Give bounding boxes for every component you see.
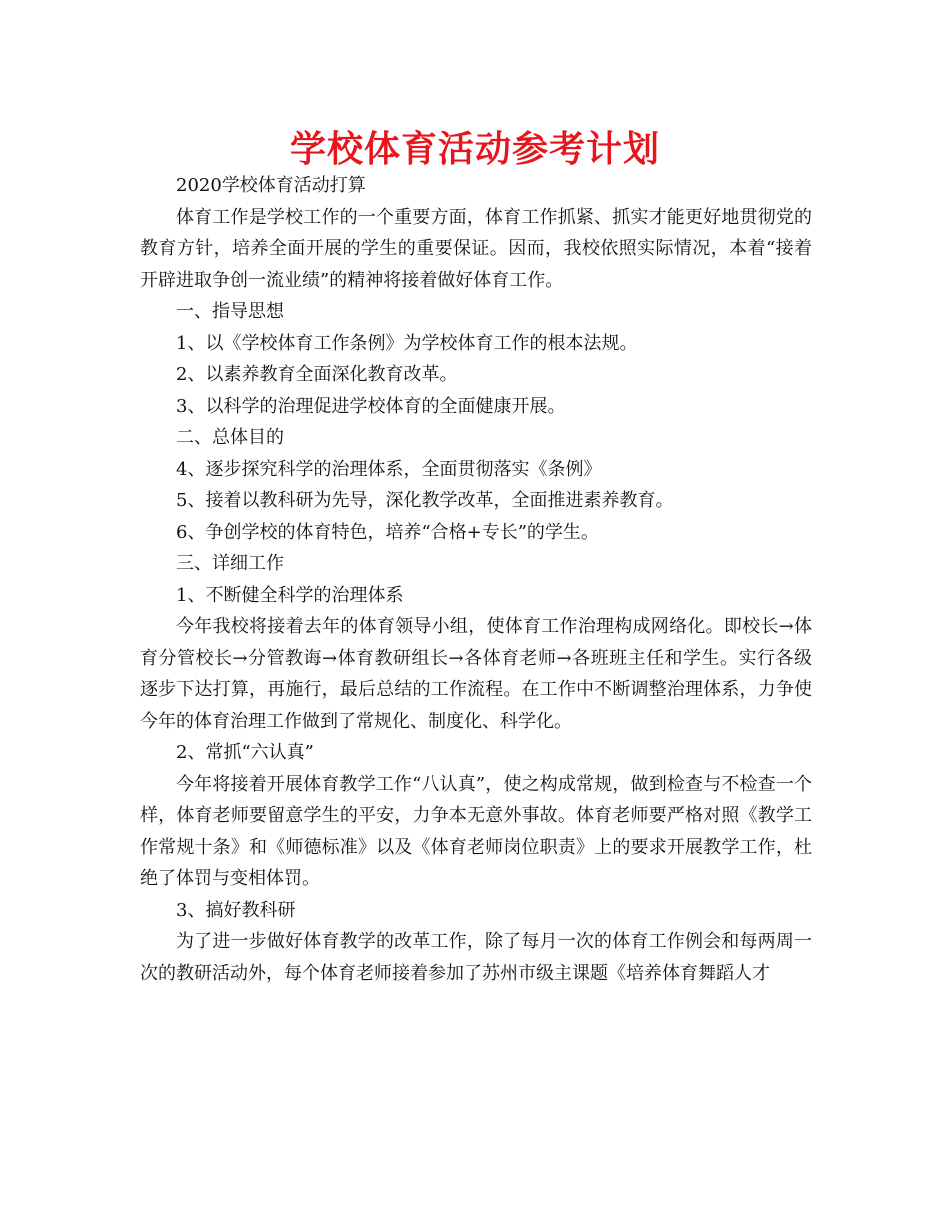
section-heading: 一、指导思想: [176, 301, 284, 322]
paragraph: 2020学校体育活动打算: [176, 175, 366, 196]
subsection-heading: 1、不断健全科学的治理体系: [176, 584, 404, 606]
list-item: 6、争创学校的体育特色，培养“合格+专长”的学生。: [176, 521, 599, 543]
section-heading: 二、总体目的: [176, 427, 284, 448]
paragraph: 今年将接着开展体育教学工作“八认真”，使之构成常规，做到检查与不检查一个样，体育老师要留意学生的平安，力争本无意外事故。体育老师要严格对照《教学工作常规十条》和《师德标准》以及《体育老师岗位职责》上的要求开展教学工作，杜绝了体罚与变相体罚。: [140, 773, 812, 889]
list-item: 2、以素养教育全面深化教育改革。: [176, 364, 458, 385]
paragraph: 体育工作是学校工作的一个重要方面，体育工作抓紧、抓实才能更好地贯彻党的教育方针，培养全面开展的学生的重要保证。因而，我校依照实际情况，本着“接着开辟进取争创一流业绩”的精神将接着做好体育工作。: [140, 206, 812, 291]
subsection-heading: 3、搞好教科研: [176, 899, 296, 921]
list-item: 5、接着以教科研为先导，深化教学改革，全面推进素养教育。: [176, 490, 674, 511]
list-item: 3、以科学的治理促进学校体育的全面健康开展。: [176, 395, 566, 417]
document-title: 学校体育活动参考计划: [289, 129, 660, 170]
paragraph: 今年我校将接着去年的体育领导小组，使体育工作治理构成网络化。即校长→体育分管校长→分管教诲→体育教研组长→各体育老师→各班班主任和学生。实行各级逐步下达打算，再施行，最后总结的工作流程。在工作中不断调整治理体系，力争使今年的体育治理工作做到了常规化、制度化、科学化。: [140, 616, 812, 732]
section-heading: 三、详细工作: [176, 553, 284, 574]
list-item: 4、逐步探究科学的治理体系，全面贯彻落实《条例》: [176, 458, 602, 480]
list-item: 1、以《学校体育工作条例》为学校体育工作的根本法规。: [176, 332, 638, 354]
document-body: [140, 170, 812, 989]
paragraph: 为了进一步做好体育教学的改革工作，除了每月一次的体育工作例会和每两周一次的教研活动外，每个体育老师接着参加了苏州市级主课题《培养体育舞蹈人才: [140, 931, 812, 984]
subsection-heading: 2、常抓“六认真”: [176, 742, 314, 763]
